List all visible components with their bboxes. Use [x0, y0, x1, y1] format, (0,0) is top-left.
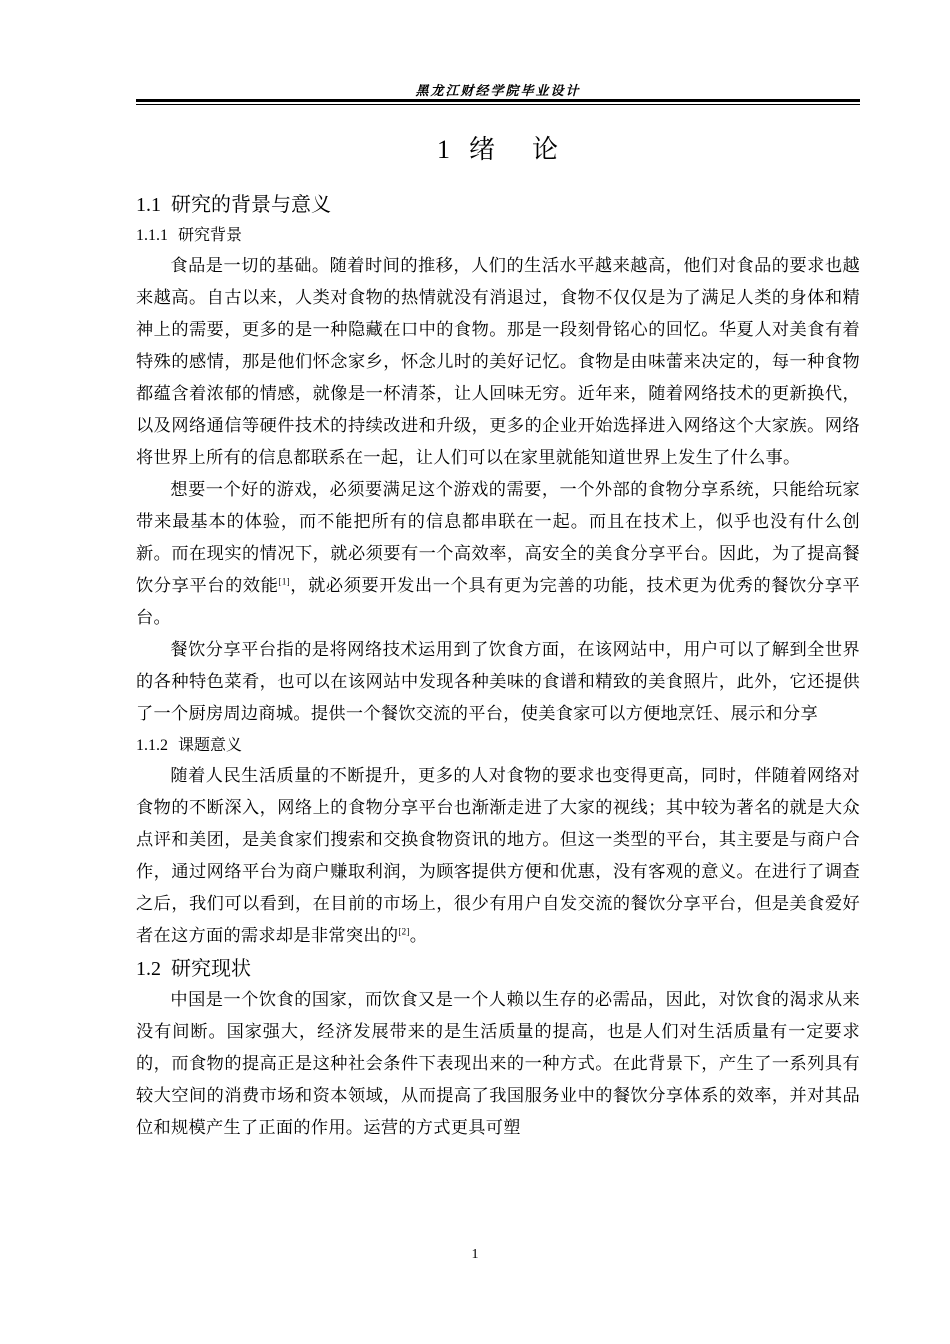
section-number: 1.2 [136, 958, 161, 980]
header-rule-thick [136, 99, 860, 102]
paragraph-text: 随着人民生活质量的不断提升，更多的人对食物的要求也变得更高，同时，伴随着网络对食物的不断深入，网络上的食物分享平台也渐渐走进了大家的视线；其中较为著名的就是大众点评和美团，是美食家们搜索和交换食物资讯的地方。但这一类型的平台，其主要是与商户合作，通过网络平台为商户赚取利润，为顾客提供方便和优惠，没有客观的意义。在进行了调查之后，我们可以看到，在目前的市场上，很少有用户自发交流的餐饮分享平台，但是美食爱好者在这方面的需求却是非常突出的 [136, 766, 860, 946]
section-title: 研究现状 [171, 956, 251, 980]
subsection-number: 1.1.2 [136, 737, 168, 754]
section-title: 研究的背景与意义 [171, 192, 331, 216]
page-number: 1 [471, 1247, 479, 1262]
subsection-title: 研究背景 [178, 225, 243, 244]
paragraph: 食品是一切的基础。随着时间的推移，人们的生活水平越来越高，他们对食品的要求也越来越高。自古以来，人类对食物的热情就没有消退过，食物不仅仅是为了满足人类的身体和精神上的需要，更多的是一种隐藏在口中的食物。那是一段刻骨铭心的回忆。华夏人对美食有着特殊的感情，那是他们怀念家乡，怀念儿时的美好记忆。食物是由味蕾来决定的，每一种食物都蕴含着浓郁的情感，就像是一杯清茶，让人回味无穷。近年来，随着网络技术的更新换代，以及网络通信等硬件技术的持续改进和升级，更多的企业开始选择进入网络这个大家族。网络将世界上所有的信息都联系在一起，让人们可以在家里就能知道世界上发生了什么事。 [136, 256, 860, 468]
section-heading-1-2 [136, 952, 860, 984]
paragraph: 中国是一个饮食的国家，而饮食又是一个人赖以生存的必需品，因此，对饮食的渴求从来没有间断。国家强大，经济发展带来的是生活质量的提高，也是人们对生活质量有一定要求的，而食物的提高正是这种社会条件下表现出来的一种方式。在此背景下，产生了一系列具有较大空间的消费市场和资本领域，从而提高了我国服务业中的餐饮分享体系的效率，并对其品位和规模产生了正面的作用。运营的方式更具可塑 [136, 990, 860, 1138]
subsection-heading-1-1-2 [136, 730, 860, 760]
header-rule-thin [136, 104, 860, 105]
paragraph [136, 474, 860, 634]
chapter-title-char-2: 论 [532, 135, 560, 165]
paragraph-text: 。 [409, 926, 428, 946]
paragraph-text: 想要一个好的游戏，必须要满足这个游戏的需要，一个外部的食物分享系统，只能给玩家带来最基本的体验，而不能把所有的信息都串联在一起。而且在技术上，似乎也没有什么创新。而在现实的情况下，就必须要有一个高效率，高安全的美食分享平台。因此，为了提高餐饮分享平台的效能 [136, 480, 860, 596]
chapter-title [136, 132, 860, 168]
subsection-title: 课题意义 [178, 735, 243, 754]
section-number: 1.1 [136, 194, 161, 216]
citation-marker: [1] [278, 576, 290, 587]
subsection-number: 1.1.1 [136, 227, 168, 244]
paragraph [136, 760, 860, 952]
chapter-title-char-1: 绪 [468, 135, 496, 165]
subsection-heading-1-1-1 [136, 220, 860, 250]
running-header: 黑龙江财经学院毕业设计 [415, 84, 581, 99]
section-heading-1-1 [136, 188, 860, 220]
paragraph: 餐饮分享平台指的是将网络技术运用到了饮食方面，在该网站中，用户可以了解到全世界的各种特色菜肴，也可以在该网站中发现各种美味的食谱和精致的美食照片，此外，它还提供了一个厨房周边商城。提供一个餐饮交流的平台，使美食家可以方便地烹饪、展示和分享 [136, 640, 860, 724]
citation-marker: [2] [398, 926, 410, 937]
page-body [136, 132, 860, 1144]
paragraph-text: ，就必须要开发出一个具有更为完善的功能，技术更为优秀的餐饮分享平台。 [136, 576, 861, 628]
chapter-number: 1 [436, 135, 451, 164]
